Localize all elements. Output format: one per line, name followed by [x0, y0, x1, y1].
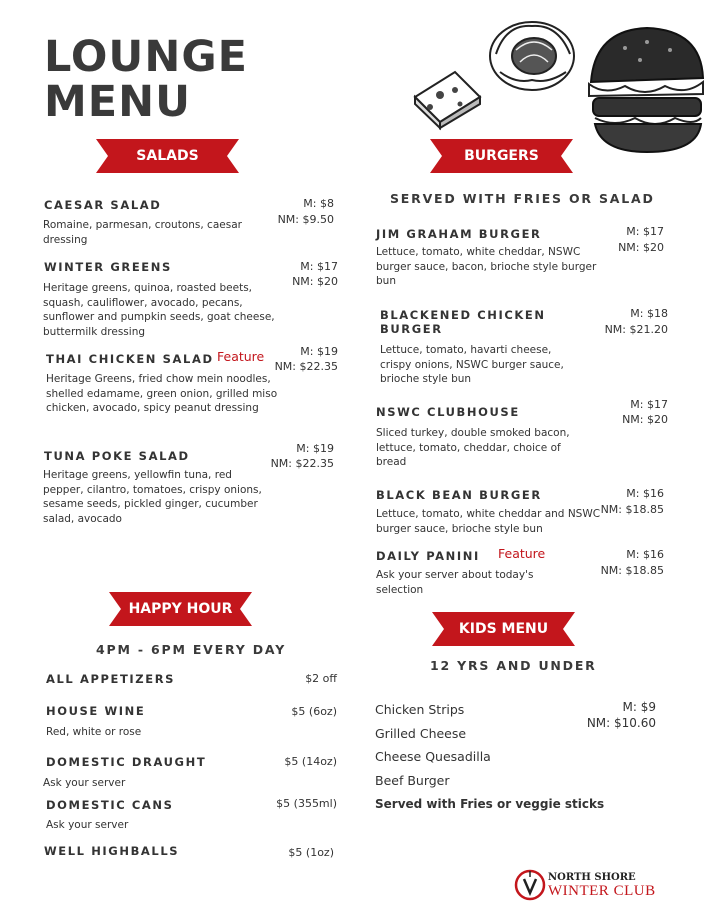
well-highballs-price: $5 (1oz) — [288, 846, 334, 859]
burgers-subtitle: SERVED WITH FRIES OR SALAD — [390, 191, 655, 206]
daily-panini-feature-badge: Feature — [498, 546, 546, 561]
jim-graham-burger-name: JIM GRAHAM BURGER — [376, 227, 542, 241]
cheese-illustration — [410, 62, 490, 132]
thai-chicken-feature-badge: Feature — [217, 349, 265, 364]
kids-menu-heading-label: KIDS MENU — [458, 621, 549, 637]
salads-heading — [96, 139, 239, 173]
jim-graham-price-m: M: $17 — [626, 225, 664, 238]
black-bean-price-m: M: $16 — [626, 487, 664, 500]
burgers-heading-label: BURGERS — [464, 148, 539, 164]
domestic-cans-desc: Ask your server — [46, 819, 129, 831]
kids-menu-subtitle: 12 YRS AND UNDER — [430, 658, 597, 673]
burger-illustration — [585, 22, 705, 157]
kids-item-chicken-strips: Chicken Strips — [375, 702, 465, 717]
jim-graham-price-nm: NM: $20 — [618, 241, 664, 254]
blackened-chicken-desc: Lettuce, tomato, havarti cheese, crispy onions, NSWC burger sauce, brioche style bun — [380, 344, 564, 385]
thai-chicken-salad-name: THAI CHICKEN SALAD — [46, 352, 214, 366]
tuna-poke-price-nm: NM: $22.35 — [270, 457, 334, 470]
domestic-draught-desc: Ask your server — [43, 777, 126, 789]
black-bean-burger-name: BLACK BEAN BURGER — [376, 488, 542, 502]
tuna-poke-salad-desc: Heritage greens, yellowfin tuna, red pepper, cilantro, tomatoes, crispy onions, sesame seeds, pickled ginger, cucumber salad, avocado — [43, 469, 262, 525]
daily-panini-name: DAILY PANINI — [376, 549, 480, 563]
kids-item-grilled-cheese: Grilled Cheese — [375, 726, 467, 741]
nswc-clubhouse-price-nm: NM: $20 — [622, 413, 668, 426]
caesar-salad-price-nm: NM: $9.50 — [277, 213, 334, 226]
all-appetizers-price: $2 off — [305, 672, 337, 685]
caesar-salad-name: CAESAR SALAD — [44, 198, 162, 212]
menu-title-line1: LOUNGE — [44, 32, 248, 82]
thai-chicken-salad-desc: Heritage Greens, fried chow mein noodles, shelled edamame, green onion, grilled miso chicken, avocado, spicy peanut dressing — [46, 373, 278, 414]
salads-heading-label: SALADS — [136, 148, 199, 164]
winter-greens-price-nm: NM: $20 — [292, 275, 338, 288]
blackened-chicken-name-2: BURGER — [380, 322, 443, 336]
daily-panini-price-nm: NM: $18.85 — [600, 564, 664, 577]
thai-chicken-price-nm: NM: $22.35 — [274, 360, 338, 373]
logo-line2: WINTER CLUB — [548, 883, 656, 899]
blackened-chicken-price-nm: NM: $21.20 — [604, 323, 668, 336]
caesar-salad-desc: Romaine, parmesan, croutons, caesar dressing — [43, 219, 242, 246]
winter-greens-price-m: M: $17 — [300, 260, 338, 273]
house-wine-desc: Red, white or rose — [46, 726, 142, 738]
domestic-draught-name: DOMESTIC DRAUGHT — [46, 755, 207, 769]
happy-hour-heading — [109, 592, 252, 626]
caesar-salad-price-m: M: $8 — [303, 197, 334, 210]
logo-line1: NORTH SHORE — [548, 872, 636, 883]
house-wine-price: $5 (6oz) — [291, 705, 337, 718]
kids-menu-heading — [432, 612, 575, 646]
kids-item-beef-burger: Beef Burger — [375, 773, 450, 788]
kids-menu-note: Served with Fries or veggie sticks — [375, 797, 605, 811]
club-crest-icon — [514, 869, 546, 901]
daily-panini-desc: Ask your server about today's selection — [376, 569, 534, 596]
winter-greens-desc: Heritage greens, quinoa, roasted beets, squash, cauliflower, avocado, pecans, sunflower and pumpkin seeds, goat cheese, buttermilk dressing — [43, 282, 275, 338]
tuna-poke-price-m: M: $19 — [296, 442, 334, 455]
jim-graham-burger-desc: Lettuce, tomato, white cheddar, NSWC burger sauce, bacon, brioche style burger bun — [376, 246, 597, 287]
burgers-heading — [430, 139, 573, 173]
kids-item-cheese-quesadilla: Cheese Quesadilla — [375, 749, 491, 764]
kids-menu-price-m: M: $9 — [622, 700, 656, 714]
well-highballs-name: WELL HIGHBALLS — [44, 844, 180, 858]
thai-chicken-price-m: M: $19 — [300, 345, 338, 358]
nswc-clubhouse-desc: Sliced turkey, double smoked bacon, lettuce, tomato, cheddar, choice of bread — [376, 427, 570, 468]
tuna-poke-salad-name: TUNA POKE SALAD — [44, 449, 190, 463]
house-wine-name: HOUSE WINE — [46, 704, 146, 718]
kids-menu-price-nm: NM: $10.60 — [586, 716, 656, 730]
happy-hour-subtitle: 4PM - 6PM EVERY DAY — [96, 642, 287, 657]
domestic-cans-price: $5 (355ml) — [276, 797, 337, 810]
blackened-chicken-price-m: M: $18 — [630, 307, 668, 320]
menu-title-line2: MENU — [44, 77, 192, 127]
daily-panini-price-m: M: $16 — [626, 548, 664, 561]
black-bean-price-nm: NM: $18.85 — [600, 503, 664, 516]
all-appetizers-name: ALL APPETIZERS — [46, 672, 176, 686]
winter-greens-name: WINTER GREENS — [44, 260, 172, 274]
nswc-clubhouse-name: NSWC CLUBHOUSE — [376, 405, 520, 419]
cabbage-illustration — [486, 14, 578, 94]
domestic-draught-price: $5 (14oz) — [284, 755, 337, 768]
blackened-chicken-name-1: BLACKENED CHICKEN — [380, 308, 546, 322]
nswc-clubhouse-price-m: M: $17 — [630, 398, 668, 411]
happy-hour-heading-label: HAPPY HOUR — [128, 601, 233, 617]
black-bean-burger-desc: Lettuce, tomato, white cheddar and NSWC burger sauce, brioche style bun — [376, 508, 601, 535]
domestic-cans-name: DOMESTIC CANS — [46, 798, 174, 812]
